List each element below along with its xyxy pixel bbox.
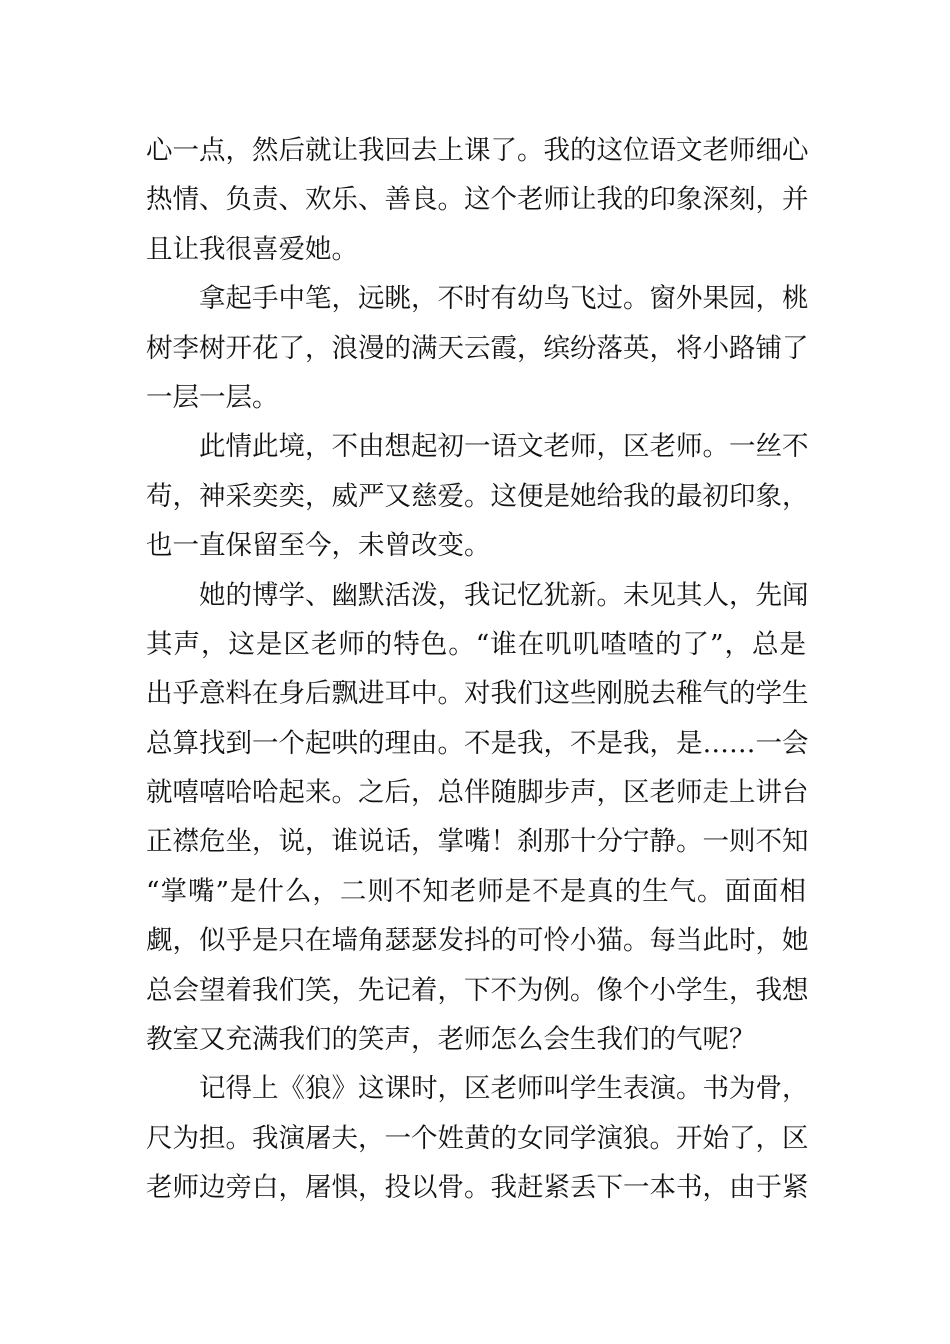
text-line: 心一点，然后就让我回去上课了。我的这位语文老师细心 bbox=[146, 135, 809, 166]
paragraph-1 bbox=[146, 126, 809, 274]
text-line: 觑，似乎是只在墙角瑟瑟发抖的可怜小猫。每当此时，她 bbox=[146, 925, 809, 957]
text-line: 尺为担。我演屠夫，一个姓黄的女同学演狼。开始了，区 bbox=[146, 1122, 809, 1154]
paragraph-5 bbox=[146, 1064, 809, 1212]
text-line: 且让我很喜爱她。 bbox=[146, 233, 358, 265]
text-line: 老师边旁白，屠惧，投以骨。我赶紧丢下一本书，由于紧 bbox=[146, 1172, 809, 1204]
paragraph-4 bbox=[146, 571, 809, 1065]
text-line: “掌嘴”是什么，二则不知老师是不是真的生气。面面相 bbox=[146, 875, 806, 907]
text-line: 树李树开花了，浪漫的满天云霞，缤纷落英，将小路铺了 bbox=[146, 332, 809, 364]
text-line: 苟，神采奕奕，威严又慈爱。这便是她给我的最初印象， bbox=[146, 480, 809, 512]
text-line: 其声，这是区老师的特色。“谁在叽叽喳喳的了”，总是 bbox=[146, 628, 806, 660]
text-line: 一层一层。 bbox=[146, 381, 279, 413]
text-line: 她的博学、幽默活泼，我记忆犹新。未见其人，先闻 bbox=[199, 579, 809, 611]
text-line: 此情此境，不由想起初一语文老师，区老师。一丝不 bbox=[199, 431, 809, 463]
text-line: 出乎意料在身后飘进耳中。对我们这些刚脱去稚气的学生 bbox=[146, 678, 809, 710]
body-text bbox=[146, 126, 809, 1213]
text-line: 也一直保留至今，未曾改变。 bbox=[146, 530, 491, 562]
paragraph-2 bbox=[146, 274, 809, 422]
text-line: 教室又充满我们的笑声，老师怎么会生我们的气呢？ bbox=[146, 1024, 756, 1056]
text-line: 总会望着我们笑，先记着，下不为例。像个小学生，我想 bbox=[146, 974, 809, 1006]
text-line: 拿起手中笔，远眺，不时有幼鸟飞过。窗外果园，桃 bbox=[199, 283, 809, 315]
text-line: 记得上《狼》这课时，区老师叫学生表演。书为骨， bbox=[199, 1073, 809, 1105]
text-line: 热情、负责、欢乐、善良。这个老师让我的印象深刻，并 bbox=[146, 184, 809, 216]
text-line: 总算找到一个起哄的理由。不是我，不是我，是……一会 bbox=[146, 727, 809, 759]
text-line: 就嘻嘻哈哈起来。之后，总伴随脚步声，区老师走上讲台 bbox=[146, 777, 809, 809]
text-line: 正襟危坐，说，谁说话，掌嘴！刹那十分宁静。一则不知 bbox=[146, 826, 809, 858]
paragraph-3 bbox=[146, 422, 809, 570]
